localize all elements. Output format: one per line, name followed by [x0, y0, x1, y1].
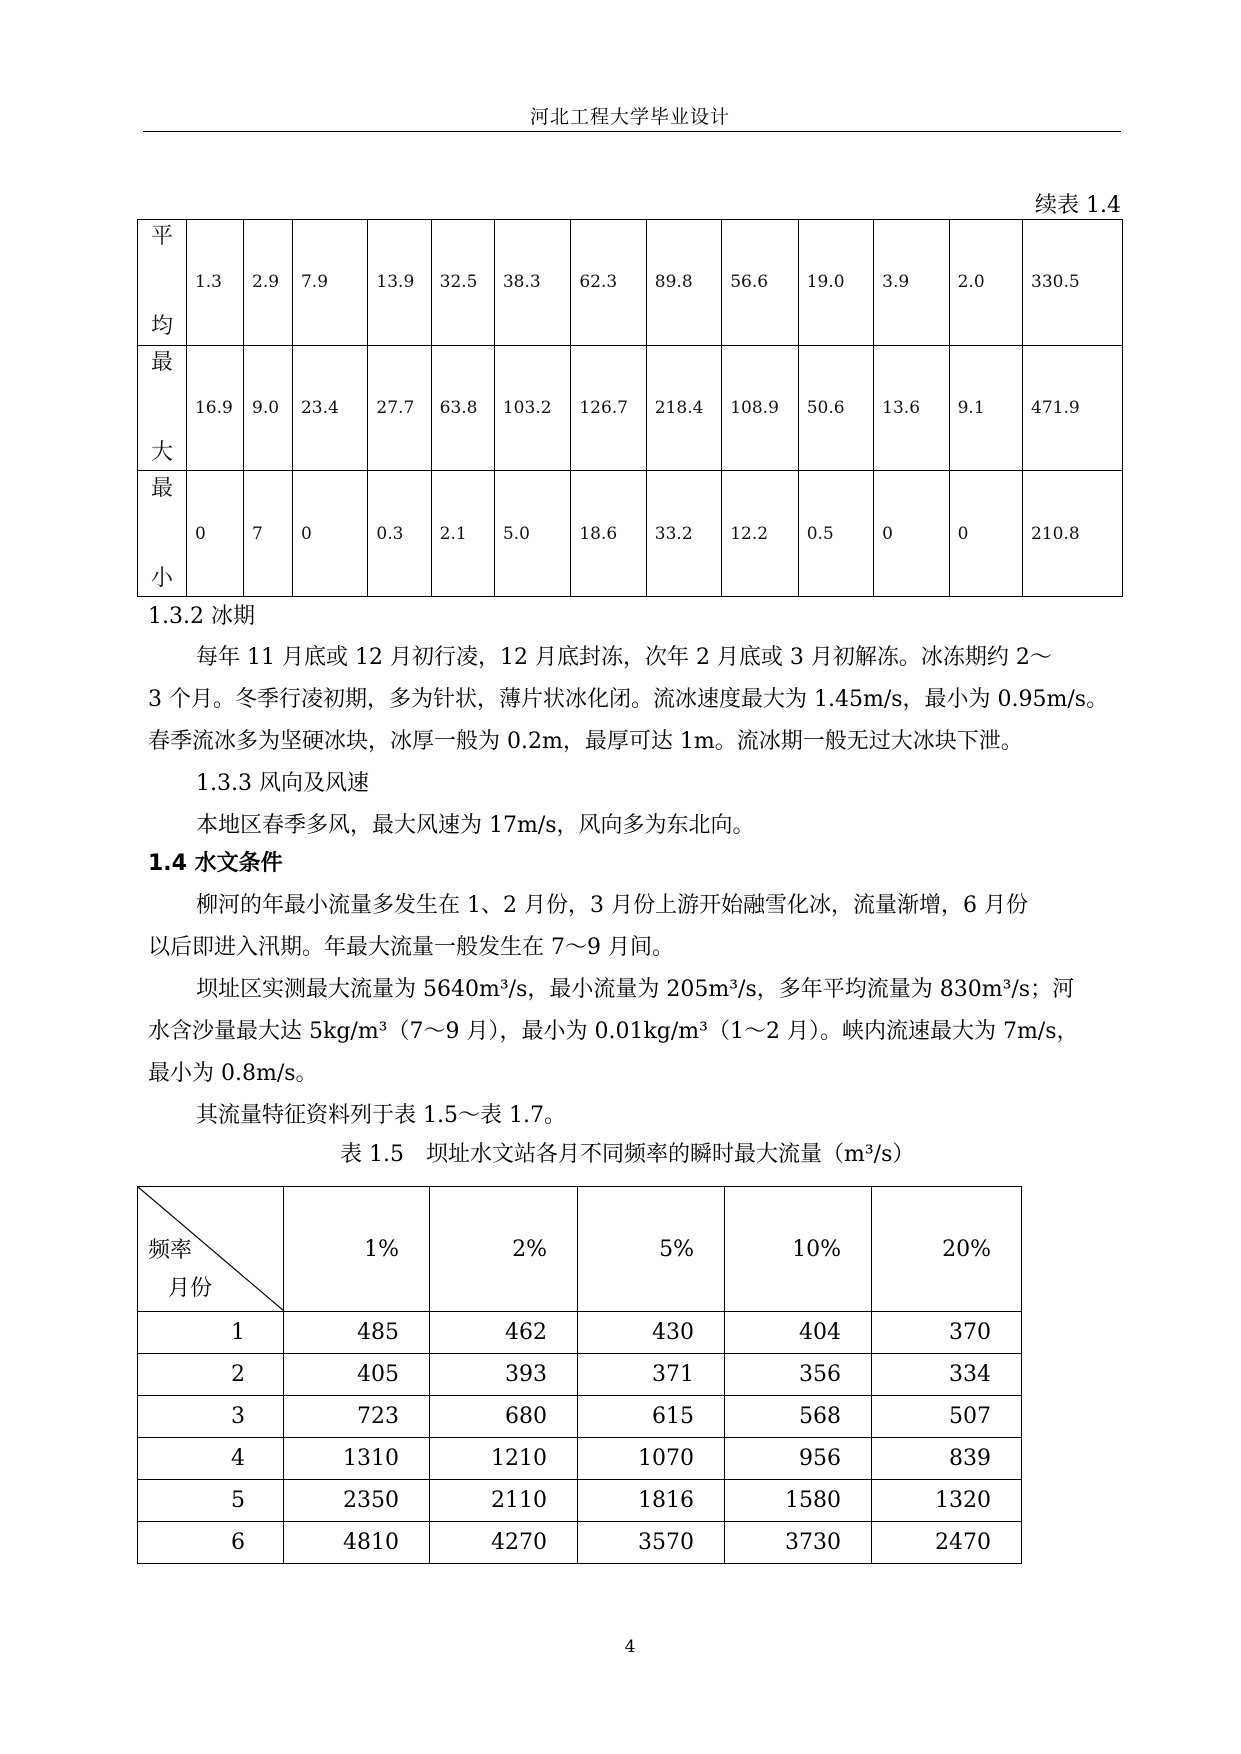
table-cell: 7: [244, 471, 293, 597]
corner-label-frequency: 频率: [148, 1238, 193, 1263]
table-cell: 471.9: [1023, 345, 1123, 471]
hydro-paragraph-line-4: 水含沙量最大达 5kg/m³（7～9 月），最小为 0.01kg/m³（1～2 月）。峡内流速最大为 7m/s，: [148, 1019, 1079, 1044]
table-row: [138, 471, 1123, 597]
table-cell: 27.7: [368, 345, 431, 471]
section-1-3-3-heading: 1.3.3 风向及风速: [196, 771, 369, 796]
table-cell: 126.7: [571, 345, 646, 471]
table-cell: 404: [725, 1312, 872, 1354]
table-cell: 1.3: [186, 220, 243, 346]
table-cell: 1580: [725, 1480, 872, 1522]
ice-paragraph-line-3: 春季流冰多为坚硬冰块，冰厚一般为 0.2m，最厚可达 1m。流冰期一般无过大冰块下泄。: [148, 729, 1023, 754]
row-label-bottom: 小: [150, 565, 173, 591]
precipitation-table-continued: [137, 219, 1123, 597]
header-cell: 5%: [578, 1187, 725, 1312]
table-cell: 103.2: [494, 345, 570, 471]
table-cell: 210.8: [1023, 471, 1123, 597]
table-cell: 1210: [430, 1438, 578, 1480]
table-cell: 0: [874, 471, 949, 597]
corner-label-month: 月份: [168, 1276, 213, 1301]
table-row: [138, 1480, 1022, 1522]
table-cell: 371: [578, 1354, 725, 1396]
header-cell: 2%: [430, 1187, 578, 1312]
table-cell: 0: [949, 471, 1022, 597]
table-cell: 7.9: [292, 220, 367, 346]
hydro-paragraph-line-2: 以后即进入汛期。年最大流量一般发生在 7～9 月间。: [148, 935, 674, 960]
table-cell: 393: [430, 1354, 578, 1396]
table-cell: 4810: [284, 1522, 430, 1564]
page-header-title: 河北工程大学毕业设计: [529, 106, 730, 128]
table-cell: 485: [284, 1312, 430, 1354]
table-cell: 680: [430, 1396, 578, 1438]
table-cell: 330.5: [1023, 220, 1123, 346]
table-cell: 50.6: [798, 345, 873, 471]
table-cell: 218.4: [646, 345, 721, 471]
ice-paragraph-line-2: 3 个月。冬季行凌初期，多为针状，薄片状冰化闭。流冰速度最大为 1.45m/s，最小为 0.95m/s。: [148, 687, 1109, 712]
table-header-row: [138, 1187, 1022, 1312]
table-cell: 356: [725, 1354, 872, 1396]
table-row: [138, 1396, 1022, 1438]
table-cell: 9.1: [949, 345, 1022, 471]
table-cell: 3570: [578, 1522, 725, 1564]
table-cell: 3730: [725, 1522, 872, 1564]
month-cell: 6: [138, 1522, 284, 1564]
row-label-bottom: 均: [150, 314, 173, 340]
table-cell: 9.0: [244, 345, 293, 471]
month-cell: 4: [138, 1438, 284, 1480]
section-1-3-2-heading: 1.3.2 冰期: [148, 604, 255, 629]
table-cell: 5.0: [494, 471, 570, 597]
row-label-top: 最: [150, 349, 173, 375]
table-cell: 19.0: [798, 220, 873, 346]
header-rule: [143, 131, 1121, 132]
table-cell: 839: [872, 1438, 1022, 1480]
row-label-cell: [138, 471, 187, 597]
table-cell: 18.6: [571, 471, 646, 597]
table-cell: 1310: [284, 1438, 430, 1480]
table-cell: 38.3: [494, 220, 570, 346]
table-cell: 1320: [872, 1480, 1022, 1522]
flow-frequency-table: [137, 1186, 1022, 1564]
table-cell: 89.8: [646, 220, 721, 346]
table-cell: 63.8: [431, 345, 494, 471]
month-cell: 3: [138, 1396, 284, 1438]
table-cell: 3.9: [874, 220, 949, 346]
table-cell: 56.6: [722, 220, 798, 346]
diagonal-corner-cell: [138, 1187, 284, 1312]
header-cell: 1%: [284, 1187, 430, 1312]
table-cell: 13.6: [874, 345, 949, 471]
table-cell: 568: [725, 1396, 872, 1438]
table-cell: 16.9: [186, 345, 243, 471]
table-cell: 12.2: [722, 471, 798, 597]
row-label-gap: [138, 252, 186, 312]
hydro-paragraph-line-1: 柳河的年最小流量多发生在 1、2 月份，3 月份上游开始融雪化冰，流量渐增，6 月份: [196, 893, 1028, 918]
header-cell: 20%: [872, 1187, 1022, 1312]
table-cell: 956: [725, 1438, 872, 1480]
table-cell: 370: [872, 1312, 1022, 1354]
page-number: 4: [624, 1637, 636, 1657]
table-cell: 0.3: [368, 471, 431, 597]
table-cell: 2110: [430, 1480, 578, 1522]
table-row: [138, 220, 1123, 346]
table-cell: 2.1: [431, 471, 494, 597]
table-cell: 62.3: [571, 220, 646, 346]
table-cell: 1816: [578, 1480, 725, 1522]
table-1-5-caption: 表 1.5 坝址水文站各月不同频率的瞬时最大流量（m³/s）: [340, 1142, 915, 1167]
row-label-bottom: 大: [150, 439, 173, 465]
table-cell: 1070: [578, 1438, 725, 1480]
row-label-cell: [138, 220, 187, 346]
table-row: [138, 345, 1123, 471]
table-cell: 0: [292, 471, 367, 597]
section-1-4-heading: 1.4 水文条件: [148, 851, 283, 876]
table-cell: 2.0: [949, 220, 1022, 346]
row-label-cell: [138, 345, 187, 471]
table-cell: 430: [578, 1312, 725, 1354]
table-row: [138, 1438, 1022, 1480]
table-cell: 507: [872, 1396, 1022, 1438]
table-continued-label: 续表 1.4: [1035, 193, 1121, 218]
table-cell: 615: [578, 1396, 725, 1438]
table-row: [138, 1354, 1022, 1396]
table-cell: 2.9: [244, 220, 293, 346]
month-cell: 2: [138, 1354, 284, 1396]
table-cell: 32.5: [431, 220, 494, 346]
table-cell: 0.5: [798, 471, 873, 597]
table-cell: 723: [284, 1396, 430, 1438]
month-cell: 5: [138, 1480, 284, 1522]
table-row: [138, 1522, 1022, 1564]
table-cell: 462: [430, 1312, 578, 1354]
table-cell: 0: [186, 471, 243, 597]
row-label-top: 平: [150, 224, 173, 250]
row-label-gap: [138, 504, 186, 564]
table-cell: 2350: [284, 1480, 430, 1522]
table-cell: 4270: [430, 1522, 578, 1564]
table-row: [138, 1312, 1022, 1354]
wind-paragraph: 本地区春季多风，最大风速为 17m/s，风向多为东北向。: [196, 813, 755, 838]
table-cell: 13.9: [368, 220, 431, 346]
header-cell: 10%: [725, 1187, 872, 1312]
hydro-paragraph-line-6: 其流量特征资料列于表 1.5～表 1.7。: [196, 1103, 566, 1128]
table-cell: 23.4: [292, 345, 367, 471]
row-label-top: 最: [150, 475, 173, 501]
table-cell: 334: [872, 1354, 1022, 1396]
table-cell: 2470: [872, 1522, 1022, 1564]
table-cell: 33.2: [646, 471, 721, 597]
month-cell: 1: [138, 1312, 284, 1354]
ice-paragraph-line-1: 每年 11 月底或 12 月初行凌，12 月底封冻，次年 2 月底或 3 月初解冻。冰冻期约 2～: [196, 645, 1052, 670]
table-cell: 108.9: [722, 345, 798, 471]
hydro-paragraph-line-5: 最小为 0.8m/s。: [148, 1061, 318, 1086]
table-cell: 405: [284, 1354, 430, 1396]
hydro-paragraph-line-3: 坝址区实测最大流量为 5640m³/s，最小流量为 205m³/s，多年平均流量为 830m³/s；河: [196, 977, 1075, 1002]
row-label-gap: [138, 378, 186, 438]
